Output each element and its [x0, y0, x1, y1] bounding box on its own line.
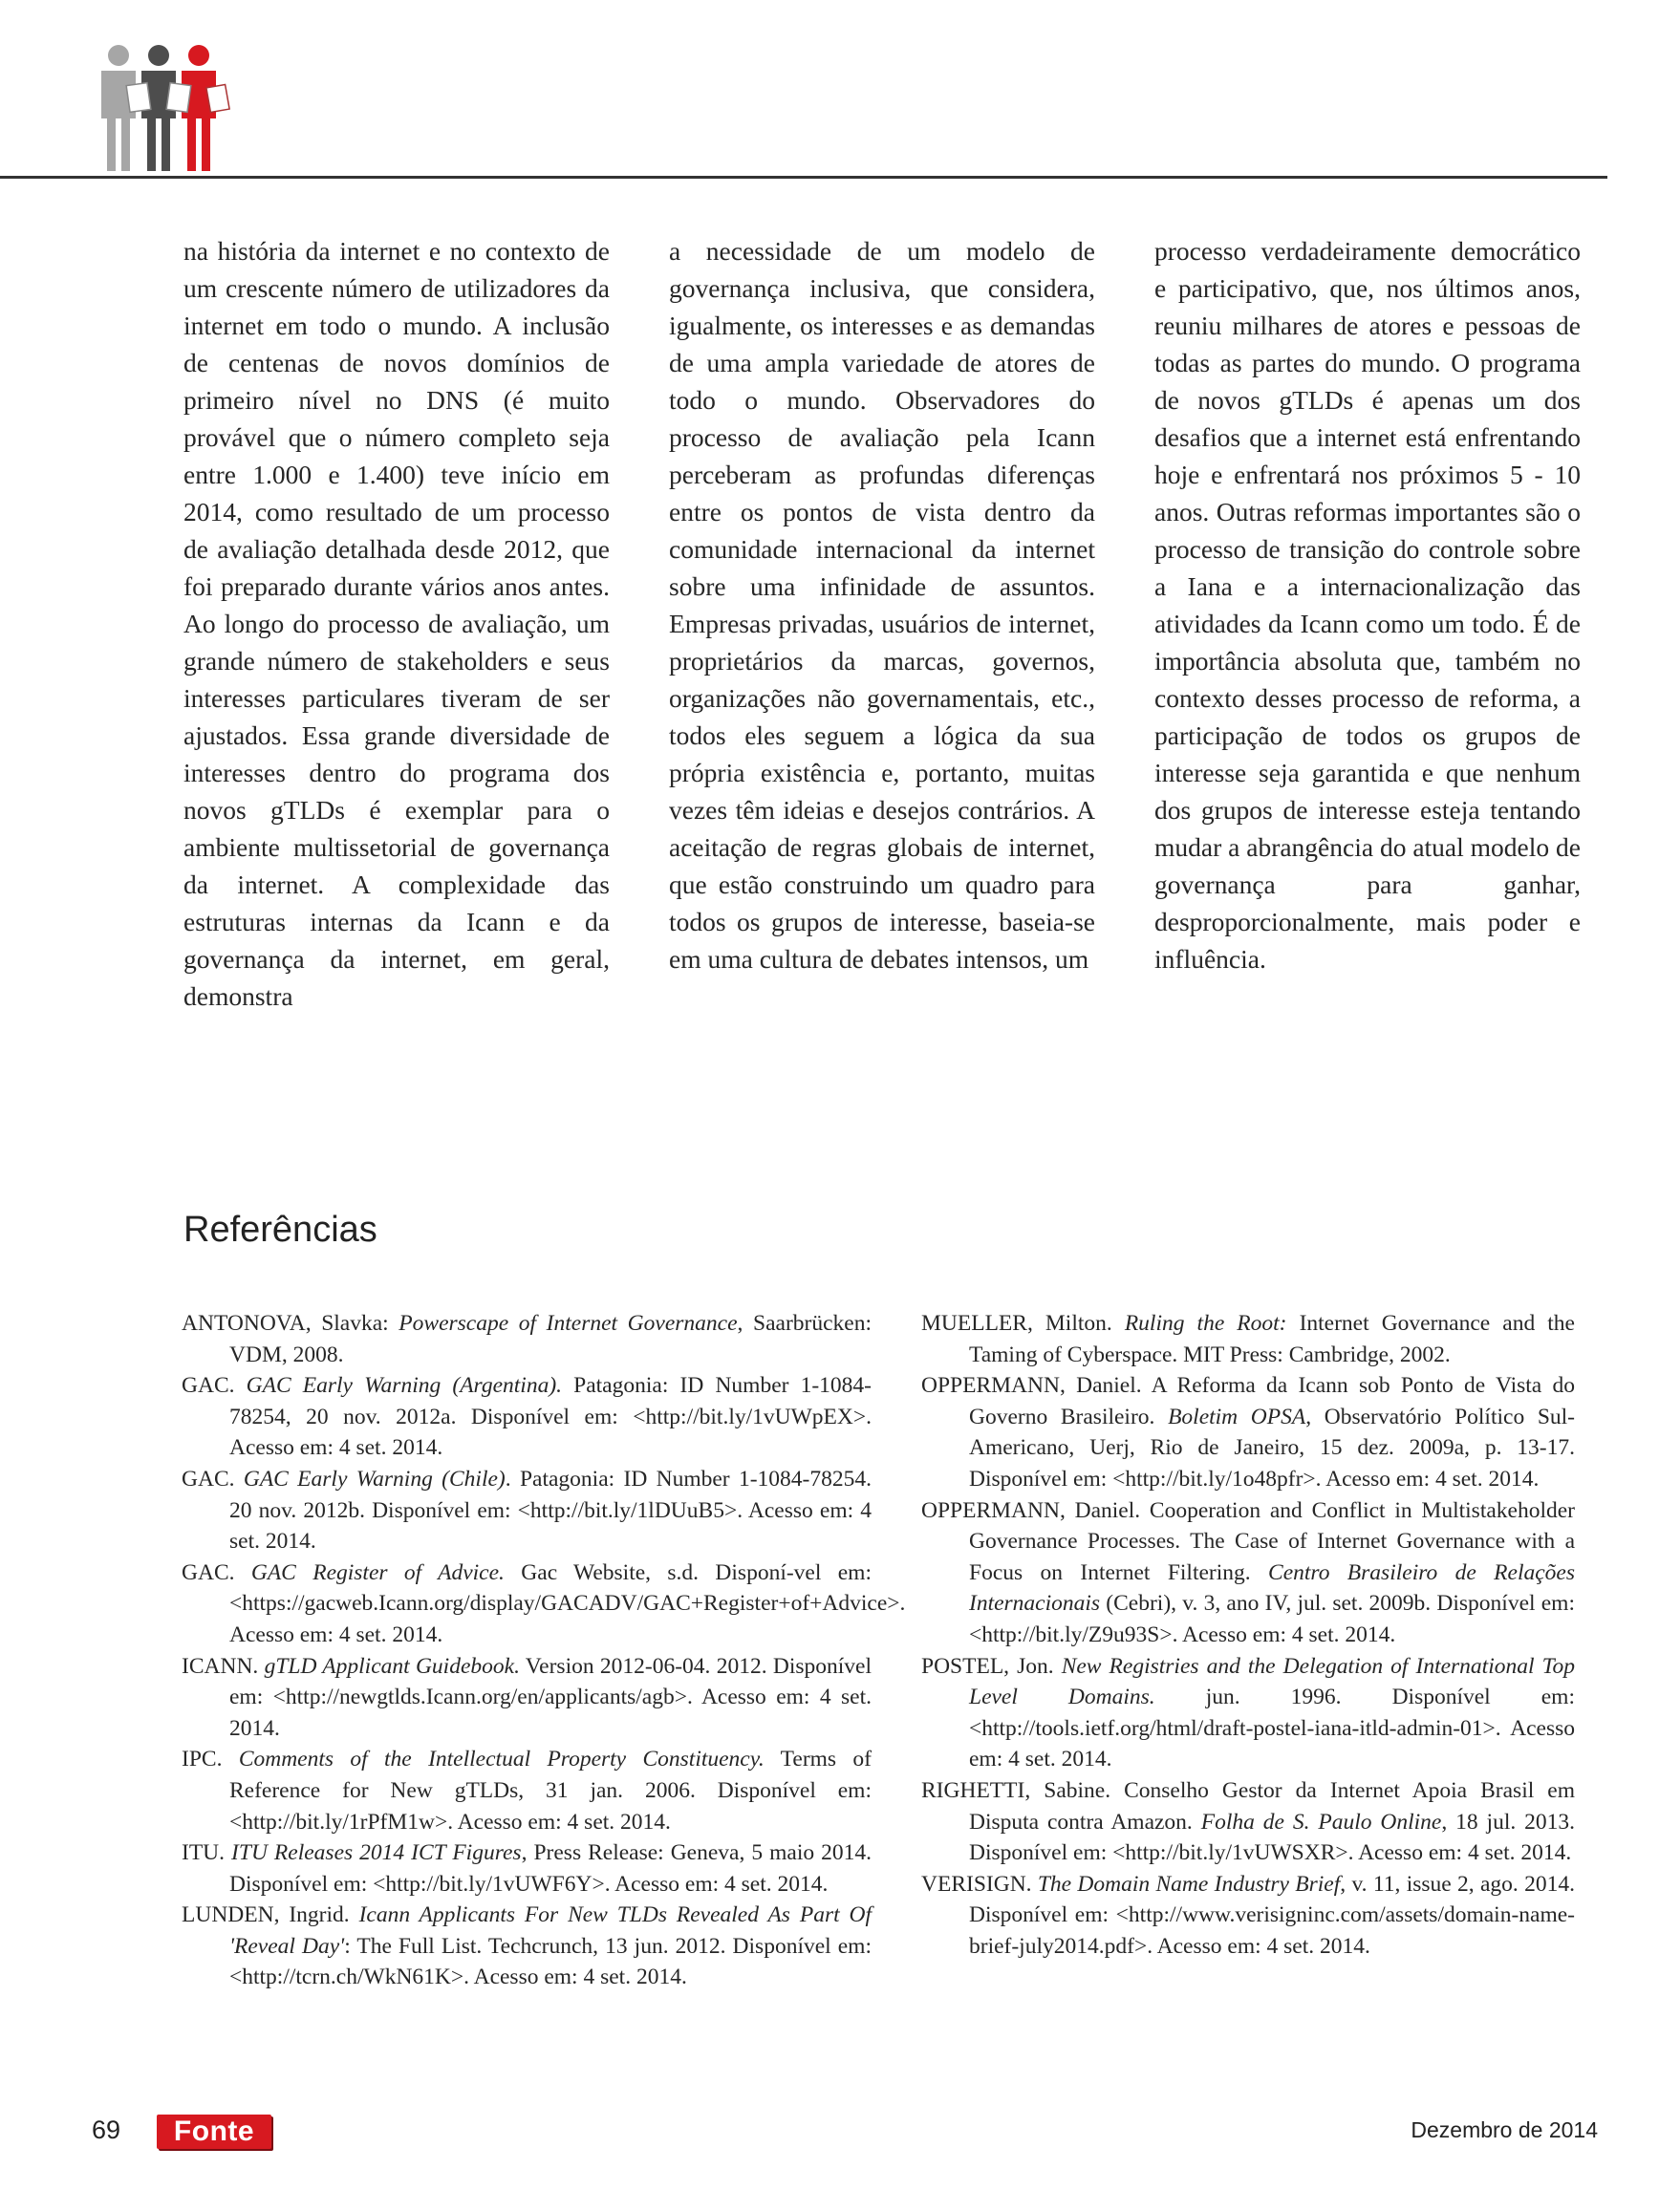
fonte-logo — [157, 2115, 271, 2149]
page-number: 69 — [92, 2115, 121, 2144]
body-column-1 — [183, 232, 610, 1015]
reference-item: ITU. ITU Releases 2014 ICT Figures, Press Release: Geneva, 5 maio 2014. Disponível em: <http://bit.ly/1vUWF6Y>. Acesso em: 4 set. 2014. — [182, 1840, 873, 1897]
body-paragraph: a necessidade de um modelo de governança inclusiva, que considera, igualmente, os interesses e as demandas de uma ampla variedade de atores de todo o mundo. Observadores do processo de avaliação pela Icann perceberam as profundas diferenças entre os pontos de vista dentro da comunidade internacional da internet sobre uma infinidade de assuntos. Empresas privadas, usuários de internet, proprietários da marcas, governos, organizações não governamentais, etc., todos eles seguem a lógica da sua própria existência e, portanto, muitas vezes têm ideias e desejos contrários. A aceitação de regras globais de internet, que estão construindo um quadro para todos os grupos de interesse, baseia-se em uma cultura de debates intensos, um — [669, 236, 1095, 974]
reference-item: GAC. GAC Register of Advice. Gac Website, s.d. Disponí-vel em: <https://gacweb.Icann.org/display/GACADV/GAC+Register+of+Advice>. Acesso em: 4 set. 2014. — [182, 1559, 906, 1647]
references-left-column — [182, 1308, 906, 1993]
reference-item: VERISIGN. The Domain Name Industry Brief, v. 11, issue 2, ago. 2014. Disponível em: <http://www.verisigninc.com/assets/domain-name-brief-july2014.pdf>. Acesso em: 4 set. 2014. — [921, 1871, 1575, 1959]
issue-date: Dezembro de 2014 — [1411, 2117, 1598, 2142]
reference-item: OPPERMANN, Daniel. Cooperation and Conflict in Multistakeholder Governance Processes. The Case of Internet Governance with a Focus on Internet Filtering. Centro Brasileiro de Relações Internacionais (Cebri), v. 3, ano IV, jul. set. 2009b. Disponível em: <http://bit.ly/Z9u93S>. Acesso em: 4 set. 2014. — [921, 1497, 1575, 1647]
reference-item: OPPERMANN, Daniel. A Reforma da Icann sob Ponto de Vista do Governo Brasileiro. Boletim OPSA, Observatório Político Sul-Americano, Uerj, Rio de Janeiro, 15 dez. 2009a, p. 13-17. Disponível em: <http://bit.ly/1o48pfr>. Acesso em: 4 set. 2014. — [921, 1373, 1576, 1492]
body-column-2 — [669, 232, 1095, 977]
reference-item: POSTEL, Jon. New Registries and the Delegation of International Top Level Domains. jun. 1996. Disponível em: <http://tools.ietf.org/html/draft-postel-iana-itld-admin-01>. Acesso em: 4 set. 2014. — [921, 1653, 1575, 1772]
reference-item: ANTONOVA, Slavka: Powerscape of Internet Governance, Saarbrücken: VDM, 2008. — [182, 1311, 872, 1367]
reference-item: ICANN. gTLD Applicant Guidebook. Version 2012-06-04. 2012. Disponível em: <http://newgtlds.Icann.org/en/applicants/agb>. Acesso em: 4 set. 2014. — [182, 1653, 872, 1741]
body-column-3 — [1154, 232, 1581, 977]
header-rule — [0, 176, 1607, 179]
reference-item: GAC. GAC Early Warning (Chile). Patagonia: ID Number 1-1084-78254. 20 nov. 2012b. Disponível em: <http://bit.ly/1lDUuB5>. Acesso em: 4 set. 2014. — [182, 1466, 872, 1555]
reference-item: RIGHETTI, Sabine. Conselho Gestor da Internet Apoia Brasil em Disputa contra Amazon. Folha de S. Paulo Online, 18 jul. 2013. Disponível em: <http://bit.ly/1vUWSXR>. Acesso em: 4 set. 2014. — [921, 1777, 1575, 1866]
reference-item: IPC. Comments of the Intellectual Property Constituency. Terms of Reference for New gTLDs, 31 jan. 2006. Disponível em: <http://bit.ly/1rPfM1w>. Acesso em: 4 set. 2014. — [182, 1747, 873, 1835]
reference-item: GAC. GAC Early Warning (Argentina). Patagonia: ID Number 1-1084-78254, 20 nov. 2012a. Disponível em: <http://bit.ly/1vUWpEX>. Acesso em: 4 set. 2014. — [182, 1373, 872, 1461]
reference-item: LUNDEN, Ingrid. Icann Applicants For New TLDs Revealed As Part Of 'Reveal Day': The Full List. Techcrunch, 13 jun. 2012. Disponível em: <http://tcrn.ch/WkN61K>. Acesso em: 4 set. 2014. — [182, 1902, 873, 1990]
reference-item: MUELLER, Milton. Ruling the Root: Internet Governance and the Taming of Cyberspace. MIT Press: Cambridge, 2002. — [921, 1311, 1575, 1367]
body-paragraph: na história da internet e no contexto de um crescente número de utilizadores da internet em todo o mundo. A inclusão de centenas de novos domínios de primeiro nível no DNS (é muito provável que o número completo seja entre 1.000 e 1.400) teve início em 2014, como resultado de um processo de avaliação detalhada desde 2012, que foi preparado durante vários anos antes. Ao longo do processo de avaliação, um grande número de stakeholders e seus interesses particulares tiveram de ser ajustados. Essa grande diversidade de interesses dentro do programa dos novos gTLDs é exemplar para o ambiente multissetorial de governança da internet. A complexidade das estruturas internas da Icann e da governança da internet, em geral, demonstra — [183, 236, 610, 1011]
references-heading: Referências — [183, 1210, 377, 1250]
brand-name: Fonte — [173, 2115, 255, 2147]
references-right-column — [921, 1308, 1575, 1962]
body-paragraph: processo verdadeiramente democrático e participativo, que, nos últimos anos, reuniu milhares de atores e pessoas de todas as partes do mundo. O programa de novos gTLDs é apenas um dos desafios que a internet está enfrentando hoje e enfrentará nos próximos 5 - 10 anos. Outras reformas importantes são o processo de transição do controle sobre a Iana e a internacionalização das atividades da Icann como um todo. É de importância absoluta que, também no contexto desses processo de reforma, a participação de todos os grupos de interesse seja garantida e que nenhum dos grupos de interesse esteja tentando mudar a abrangência do atual modelo de governança para ganhar, desproporcionalmente, mais poder e influência. — [1154, 236, 1581, 974]
people-figures-icon — [92, 42, 235, 176]
